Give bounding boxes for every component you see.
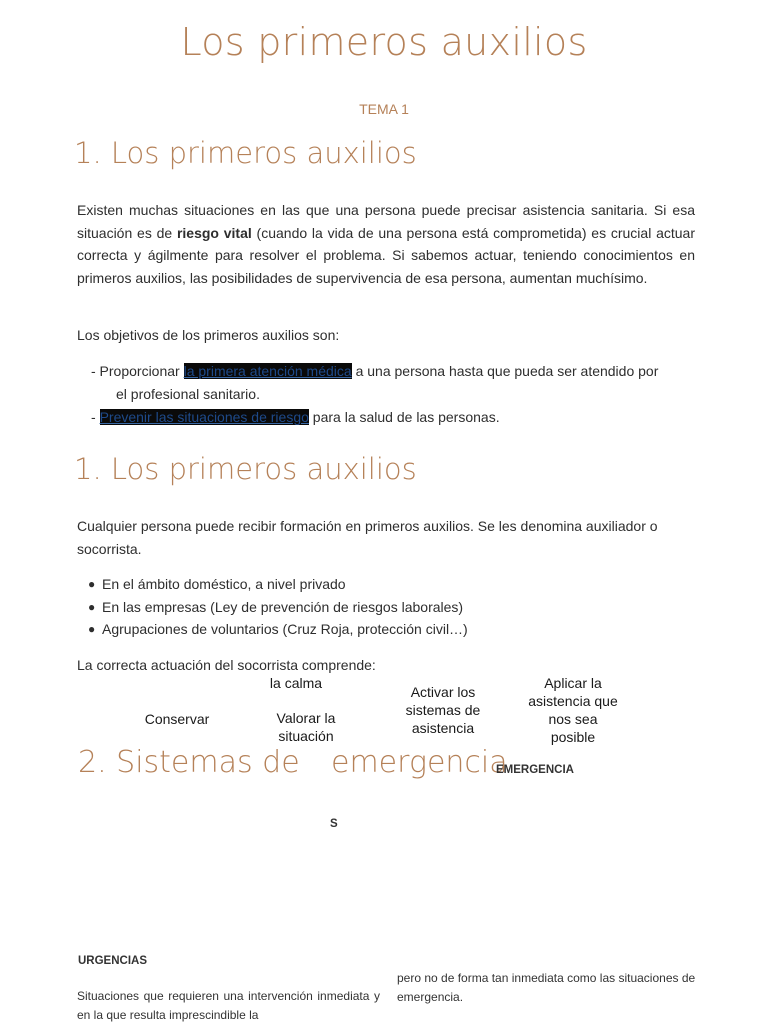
objective-item-2 bbox=[91, 406, 500, 429]
paragraph-text: Existen muchas situaciones en las que una persona puede precisar asistencia sanitaria. Si esa situación es de bbox=[77, 202, 695, 241]
section3-heading-part1: 2. Sistemas de bbox=[78, 745, 300, 780]
section1-paragraph bbox=[77, 199, 695, 289]
list-item: ● En las empresas (Ley de prevención de riesgos laborales) bbox=[88, 596, 688, 619]
step-valorar: Valorar la situación bbox=[276, 710, 336, 744]
objective-item-1 bbox=[91, 360, 701, 383]
page-title: Los primeros auxilios bbox=[180, 20, 588, 64]
list-item: ● En el ámbito doméstico, a nivel privado bbox=[88, 573, 688, 596]
page-subtitle: TEMA 1 bbox=[359, 101, 409, 117]
objectives-intro: Los objetivos de los primeros auxilios son: bbox=[77, 327, 340, 343]
section2-heading: 1. Los primeros auxilios bbox=[74, 452, 417, 486]
objective2-prefix: - bbox=[91, 409, 100, 425]
section3-heading-part2: emergencia bbox=[331, 745, 508, 780]
riesgo-vital-bold: riesgo vital bbox=[176, 224, 252, 241]
emergencia-label: EMERGENCIA bbox=[496, 764, 574, 776]
objective-item-1-cont: el profesional sanitario. bbox=[116, 386, 260, 402]
actuacion-intro: La correcta actuación del socorrista comprende: bbox=[77, 657, 376, 673]
section2-intro: Cualquier persona puede recibir formación en primeros auxilios. Se les denomina auxiliador o socorrista. bbox=[77, 518, 658, 557]
objective1-suffix: a una persona hasta que pueda ser atendido por bbox=[351, 363, 659, 379]
section1-heading: 1. Los primeros auxilios bbox=[74, 136, 417, 170]
paragraph-text-cont: (cuando la vida de una persona está comprometida) es crucial actuar correcta y ágilmente para resolver el problema. Si sabemos actuar, teniendo conocimientos en primeros auxilios, las posibilidades de supervivencia de esa persona, aumentan muchísimo. bbox=[77, 224, 695, 286]
objective2-suffix: para la salud de las personas. bbox=[308, 409, 500, 425]
s-label: S bbox=[330, 818, 338, 830]
step-conservar: Conservar bbox=[144, 711, 210, 727]
prevenir-riesgo-link[interactable]: Prevenir las situaciones de riesgo bbox=[99, 409, 309, 425]
list-item: ● Agrupaciones de voluntarios (Cruz Roja, protección civil…) bbox=[88, 618, 688, 641]
urgencias-title: URGENCIAS bbox=[78, 955, 148, 967]
urgencias-right-text: pero no de forma tan inmediata como las situaciones de emergencia. bbox=[397, 971, 696, 1004]
objective1-prefix: - Proporcionar bbox=[91, 363, 184, 379]
step-la-calma: la calma bbox=[269, 675, 323, 691]
step-activar: Activar los sistemas de asistencia bbox=[405, 684, 481, 736]
socorrista-bullet-list bbox=[88, 573, 688, 641]
step-aplicar: Aplicar la asistencia que nos sea posible bbox=[528, 675, 618, 745]
urgencias-left-text: Situaciones que requieren una intervención inmediata y en la que resulta imprescindible la bbox=[77, 989, 380, 1022]
primera-atencion-link[interactable]: la primera atención médica bbox=[183, 363, 352, 379]
